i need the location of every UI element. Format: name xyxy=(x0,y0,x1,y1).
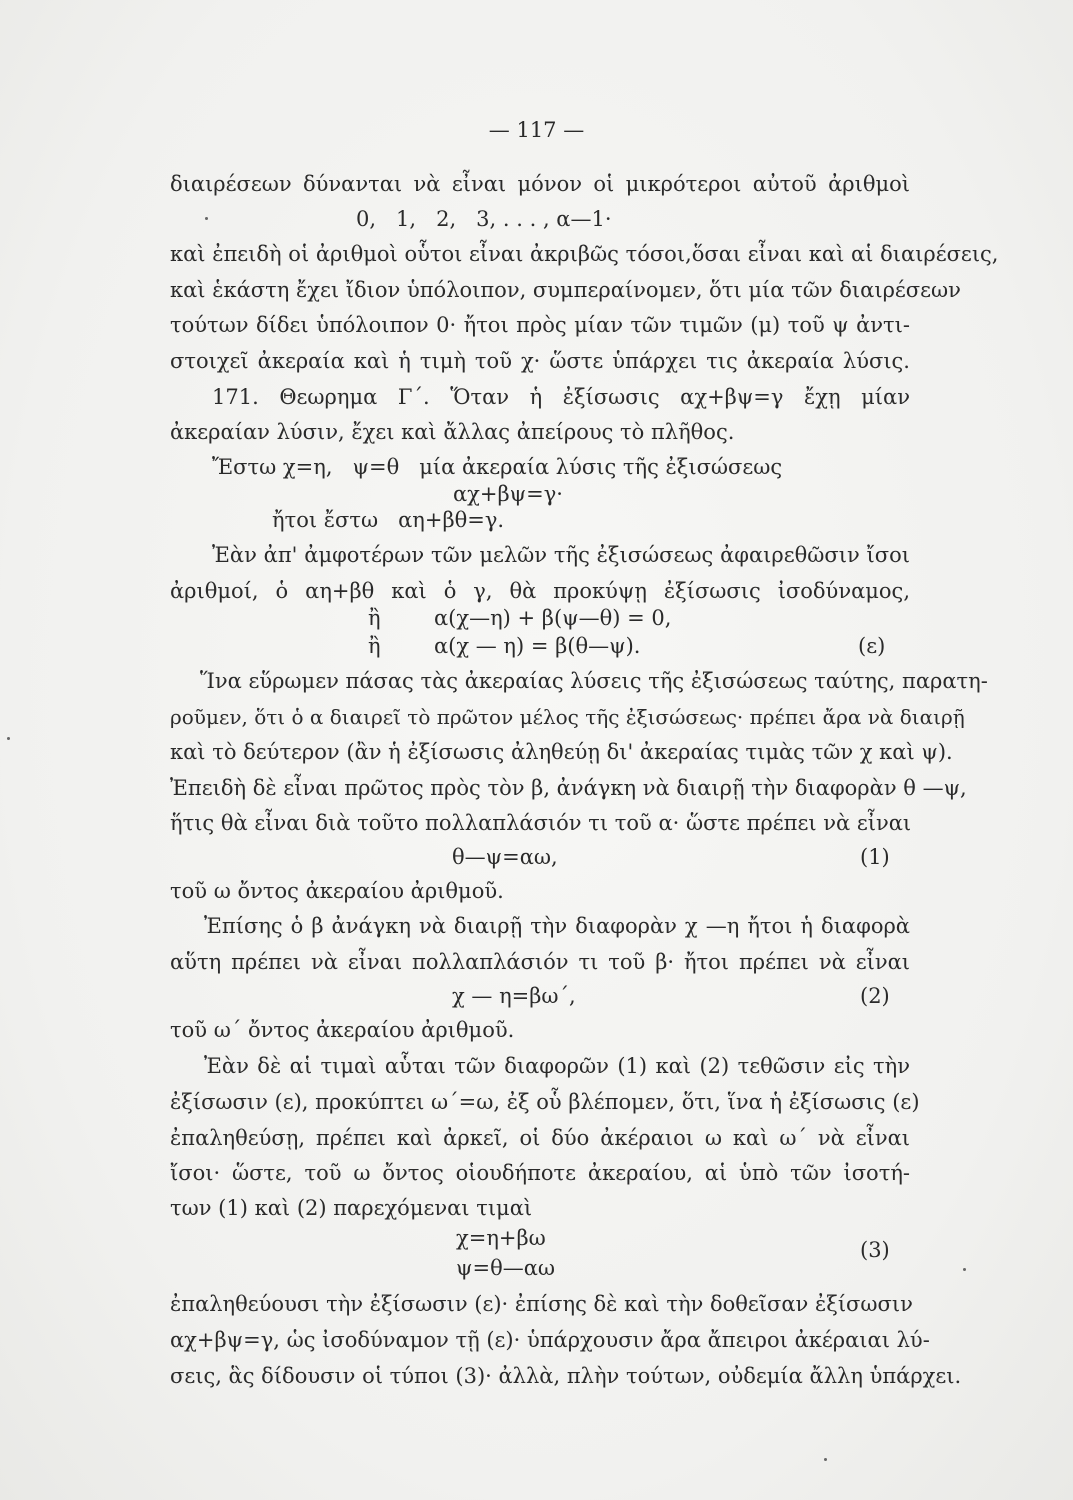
text-line: αχ+βψ=γ, ὡς ἰσοδύναμον τῇ (ε)· ὑπάρχουσιν ἄρα ἄπειροι ἀκέραιαι λύ- xyxy=(170,1328,930,1352)
equation-label-1: (1) xyxy=(860,845,890,869)
equation: ἤτοι ἔστω αη+βθ=γ. xyxy=(272,508,505,532)
text-line: στοιχεῖ ἀκεραία καὶ ἡ τιμὴ τοῦ χ· ὥστε ὑπάρχει τις ἀκεραία λύσις. xyxy=(170,349,910,373)
equation: ἢ α(χ — η) = β(θ—ψ). xyxy=(368,634,641,658)
text-line: καὶ ἐπειδὴ οἱ ἀριθμοὶ οὗτοι εἶναι ἀκριβῶς τόσοι,ὅσαι εἶναι καὶ αἱ διαιρέσεις, xyxy=(170,242,999,266)
equation-label-3: (3) xyxy=(860,1238,890,1262)
theorem-heading: 171. Θεωρημα Γ΄. Ὅταν ἡ ἐξίσωσις αχ+βψ=γ ἔχῃ μίαν xyxy=(212,385,910,409)
text-line: καὶ τὸ δεύτερον (ἂν ἡ ἐξίσωσις ἀληθεύῃ δι' ἀκεραίας τιμὰς τῶν χ καὶ ψ). xyxy=(170,740,953,764)
equation-label-e: (ε) xyxy=(858,634,886,658)
scan-speck xyxy=(205,217,208,220)
text-line: Ἐπίσης ὁ β ἀνάγκη νὰ διαιρῇ τὴν διαφορὰν χ —η ἤτοι ἡ διαφορὰ xyxy=(204,914,910,938)
equation: θ—ψ=αω, xyxy=(452,845,558,869)
equation: χ — η=βω΄, xyxy=(452,984,576,1008)
text-line: Ἵνα εὕρωμεν πάσας τὰς ἀκεραίας λύσεις τῆς ἐξισώσεως ταύτης, παρατη- xyxy=(200,669,988,693)
scan-speck xyxy=(824,1458,827,1461)
text-line: τούτων δίδει ὑπόλοιπον 0· ἤτοι πρὸς μίαν τῶν τιμῶν (μ) τοῦ ψ ἀντι- xyxy=(170,313,910,337)
text-line: καὶ ἑκάστη ἔχει ἴδιον ὑπόλοιπον, συμπεραίνομεν, ὅτι μία τῶν διαιρέσεων xyxy=(170,278,961,302)
text-line: ἥτις θὰ εἶναι διὰ τοῦτο πολλαπλάσιόν τι τοῦ α· ὥστε πρέπει νὰ εἶναι xyxy=(170,811,912,835)
page-number: — 117 — xyxy=(488,118,585,142)
text-line: ἐπαληθεύσῃ, πρέπει καὶ ἀρκεῖ, οἱ δύο ἀκέραιοι ω καὶ ω΄ νὰ εἶναι xyxy=(170,1126,910,1150)
text-line: διαιρέσεων δύνανται νὰ εἶναι μόνον οἱ μικρότεροι αὐτοῦ ἀριθμοὶ xyxy=(170,172,910,196)
formula-line: ψ=θ—αω xyxy=(456,1256,556,1280)
text-line: Ἐὰν ἀπ' ἀμφοτέρων τῶν μελῶν τῆς ἐξισώσεως ἀφαιρεθῶσιν ἴσοι xyxy=(212,543,910,567)
text-line: σεις, ἃς δίδουσιν οἱ τύποι (3)· ἀλλὰ, πλὴν τούτων, οὐδεμία ἄλλη ὑπάρχει. xyxy=(170,1364,962,1388)
text-line: Ἐπειδὴ δὲ εἶναι πρῶτος πρὸς τὸν β, ἀνάγκη νὰ διαιρῇ τὴν διαφορὰν θ —ψ, xyxy=(170,776,967,800)
number-sequence: 0, 1, 2, 3, . . . , α—1· xyxy=(356,207,612,231)
text-line: τοῦ ω ὄντος ἀκεραίου ἀριθμοῦ. xyxy=(170,879,504,903)
text-line: ἀριθμοί, ὁ αη+βθ καὶ ὁ γ, θὰ προκύψῃ ἐξίσωσις ἰσοδύναμος, xyxy=(170,579,910,603)
text-line: Ἔστω χ=η, ψ=θ μία ἀκεραία λύσις τῆς ἐξισώσεως xyxy=(212,455,783,479)
text-line: αὕτη πρέπει νὰ εἶναι πολλαπλάσιόν τι τοῦ β· ἤτοι πρέπει νὰ εἶναι xyxy=(170,950,910,974)
text-line: των (1) καὶ (2) παρεχόμεναι τιμαὶ xyxy=(170,1196,533,1220)
text-line: τοῦ ω΄ ὄντος ἀκεραίου ἀριθμοῦ. xyxy=(170,1018,515,1042)
text-line: ἀκεραίαν λύσιν, ἔχει καὶ ἄλλας ἀπείρους τὸ πλῆθος. xyxy=(170,420,735,444)
equation: αχ+βψ=γ· xyxy=(453,482,563,506)
equation: ἢ α(χ—η) + β(ψ—θ) = 0, xyxy=(368,606,672,630)
text-line: Ἐὰν δὲ αἱ τιμαὶ αὗται τῶν διαφορῶν (1) καὶ (2) τεθῶσιν εἰς τὴν xyxy=(204,1054,910,1078)
equation-label-2: (2) xyxy=(860,984,890,1008)
scan-speck xyxy=(963,1268,966,1271)
scan-speck xyxy=(7,737,10,740)
text-line: ἐπαληθεύουσι τὴν ἐξίσωσιν (ε)· ἐπίσης δὲ καὶ τὴν δοθεῖσαν ἐξίσωσιν xyxy=(170,1292,913,1316)
text-line: ἴσοι· ὥστε, τοῦ ω ὄντος οἱουδήποτε ἀκεραίου, αἱ ὑπὸ τῶν ἰσοτή- xyxy=(170,1161,910,1185)
text-line: ἐξίσωσιν (ε), προκύπτει ω΄=ω, ἐξ οὗ βλέπομεν, ὅτι, ἵνα ἡ ἐξίσωσις (ε) xyxy=(170,1090,920,1114)
formula-line: χ=η+βω xyxy=(456,1226,546,1250)
text-line: ροῦμεν, ὅτι ὁ α διαιρεῖ τὸ πρῶτον μέλος τῆς ἐξισώσεως· πρέπει ἄρα νὰ διαιρῇ xyxy=(170,705,965,729)
